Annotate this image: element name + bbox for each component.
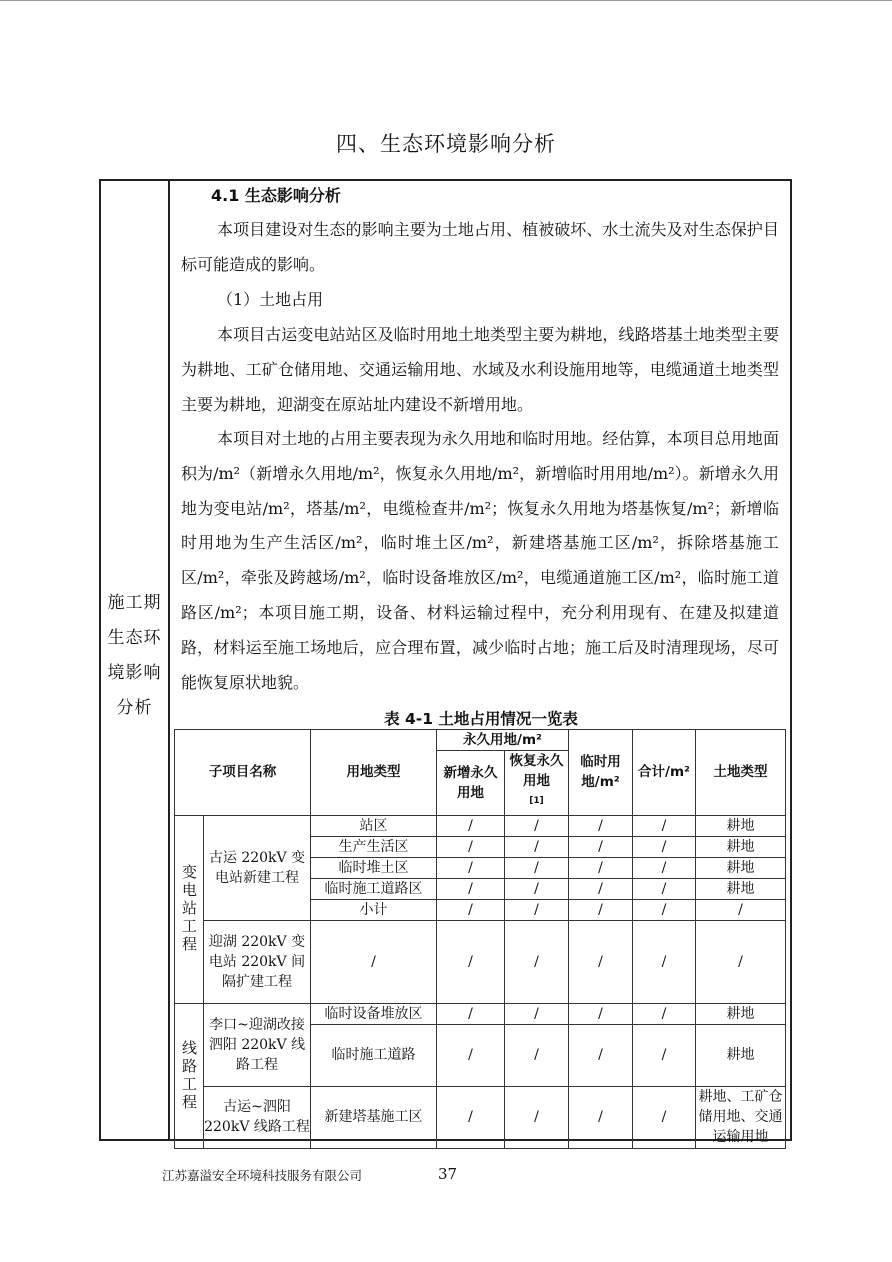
paragraph-2: （1）土地占用 xyxy=(217,290,324,309)
land-use-table xyxy=(174,729,786,1149)
cell-value: / xyxy=(633,815,696,836)
cell-land-type: 耕地、工矿仓储用地、交通运输用地 xyxy=(696,1086,786,1148)
project-likou: 李口~迎湖改接泗阳 220kV 线路工程 xyxy=(204,1003,311,1086)
row-label-line-4: 分析 xyxy=(116,698,153,718)
project-yinghu: 迎湖 220kV 变电站 220kV 间隔扩建工程 xyxy=(204,920,311,1003)
paragraph-3: 本项目古运变电站站区及临时用地土地类型主要为耕地，线路塔基土地类型主要为耕地、工矿仓储用地、交通运输用地、水域及水利设施用地等，电缆通道土地类型主要为耕地，迎湖变在原站址内建设不新增用地。 xyxy=(181,325,779,414)
header-land-use: 用地类型 xyxy=(311,730,437,816)
cell-value: / xyxy=(437,920,505,1003)
cell-land-type: 耕地 xyxy=(696,878,786,899)
header-sub-item: 子项目名称 xyxy=(175,730,311,816)
cell-land-type: 耕地 xyxy=(696,836,786,857)
cell-value: / xyxy=(633,836,696,857)
page-number: 37 xyxy=(438,1165,458,1183)
header-new-permanent: 新增永久用地 xyxy=(437,751,505,816)
project-guyun: 古运 220kV 变电站新建工程 xyxy=(204,815,311,920)
cell-value: / xyxy=(437,1024,505,1086)
cell-value: / xyxy=(569,920,633,1003)
cell-value: / xyxy=(569,815,633,836)
paragraph-4: 本项目对土地的占用主要表现为永久用地和临时用地。经估算，本项目总用地面积为/m²（新增永久用地/m²，恢复永久用地/m²，新增临时用用地/m²）。新增永久用地为变电站/m²，塔基/m²，电缆检查井/m²；恢复永久用地为塔基恢复/m²；新增临时用地为生产生活区/m²，临时堆土区/m²，新建塔基施工区/m²，拆除塔基施工区/m²，牵张及跨越场/m²，临时设备堆放区/m²，电缆通道施工区/m²，临时施工道路区/m²；本项目施工期，设备、材料运输过程中，充分利用现有、在建及拟建道路，材料运至施工场地后，应合理布置，减少临时占地；施工后及时清理现场，尽可能恢复原状地貌。 xyxy=(181,429,779,692)
cell-value: / xyxy=(437,857,505,878)
category-substation: 变电站工程 xyxy=(175,815,204,1003)
cell-value: / xyxy=(505,1024,569,1086)
cell-value: / xyxy=(633,899,696,920)
cell-value: / xyxy=(633,1024,696,1086)
cell-land-type: 耕地 xyxy=(696,1024,786,1086)
cell-use: 生产生活区 xyxy=(311,836,437,857)
table-title: 表 4-1 土地占用情况一览表 xyxy=(384,710,578,728)
cell-value: / xyxy=(505,1086,569,1148)
chapter-title: 四、生态环境影响分析 xyxy=(336,132,556,156)
cell-value: / xyxy=(569,1003,633,1024)
cell-value: / xyxy=(505,836,569,857)
cell-use: 临时堆土区 xyxy=(311,857,437,878)
row-label-line-2: 生态环 xyxy=(107,628,162,648)
cell-value: / xyxy=(569,1086,633,1148)
header-permanent: 永久用地/m² xyxy=(437,730,569,751)
cell-value: / xyxy=(633,920,696,1003)
cell-value: / xyxy=(569,1024,633,1086)
cell-land-type: 耕地 xyxy=(696,815,786,836)
header-total: 合计/m² xyxy=(633,730,696,816)
cell-value: / xyxy=(633,857,696,878)
row-label-line-3: 境影响 xyxy=(107,663,162,683)
cell-value: / xyxy=(437,1086,505,1148)
row-label-line-1: 施工期 xyxy=(107,593,162,613)
cell-value: / xyxy=(505,857,569,878)
content-frame xyxy=(99,179,792,1145)
cell-land-type: 耕地 xyxy=(696,1003,786,1024)
cell-use: 临时设备堆放区 xyxy=(311,1003,437,1024)
cell-value: / xyxy=(505,1003,569,1024)
cell-value: / xyxy=(569,878,633,899)
section-heading: 4.1 生态影响分析 xyxy=(211,186,341,205)
cell-value: / xyxy=(437,899,505,920)
cell-value: / xyxy=(437,836,505,857)
cell-value: / xyxy=(569,836,633,857)
category-line: 线路工程 xyxy=(175,1003,204,1148)
cell-value: / xyxy=(569,857,633,878)
header-land-type: 土地类型 xyxy=(696,730,786,816)
header-restored-permanent: 恢复永久用地 [1] xyxy=(505,751,569,816)
cell-use: 临时施工道路区 xyxy=(311,878,437,899)
paragraph-1: 本项目建设对生态的影响主要为土地占用、植被破坏、水土流失及对生态保护目标可能造成的影响。 xyxy=(181,220,779,274)
cell-land-type: / xyxy=(696,899,786,920)
header-temporary: 临时用地/m² xyxy=(569,730,633,816)
cell-value: / xyxy=(505,920,569,1003)
project-guyun-siyang: 古运~泗阳 220kV 线路工程 xyxy=(204,1086,311,1148)
cell-value: / xyxy=(569,899,633,920)
cell-land-type: 耕地 xyxy=(696,857,786,878)
cell-use: 站区 xyxy=(311,815,437,836)
cell-value: / xyxy=(437,815,505,836)
cell-value: / xyxy=(505,878,569,899)
cell-value: / xyxy=(633,1003,696,1024)
cell-value: / xyxy=(505,899,569,920)
cell-value: / xyxy=(437,1003,505,1024)
row-label xyxy=(101,586,168,726)
top-rule xyxy=(0,0,892,1)
cell-value: / xyxy=(633,878,696,899)
footer-company: 江苏嘉溢安全环境科技服务有限公司 xyxy=(162,1168,363,1183)
cell-value: / xyxy=(437,878,505,899)
column-divider xyxy=(168,181,170,1139)
cell-value: / xyxy=(505,815,569,836)
cell-use: 小计 xyxy=(311,899,437,920)
cell-land-type: / xyxy=(696,920,786,1003)
cell-use: 临时施工道路 xyxy=(311,1024,437,1086)
cell-value: / xyxy=(633,1086,696,1148)
cell-use: / xyxy=(311,920,437,1003)
cell-use: 新建塔基施工区 xyxy=(311,1086,437,1148)
